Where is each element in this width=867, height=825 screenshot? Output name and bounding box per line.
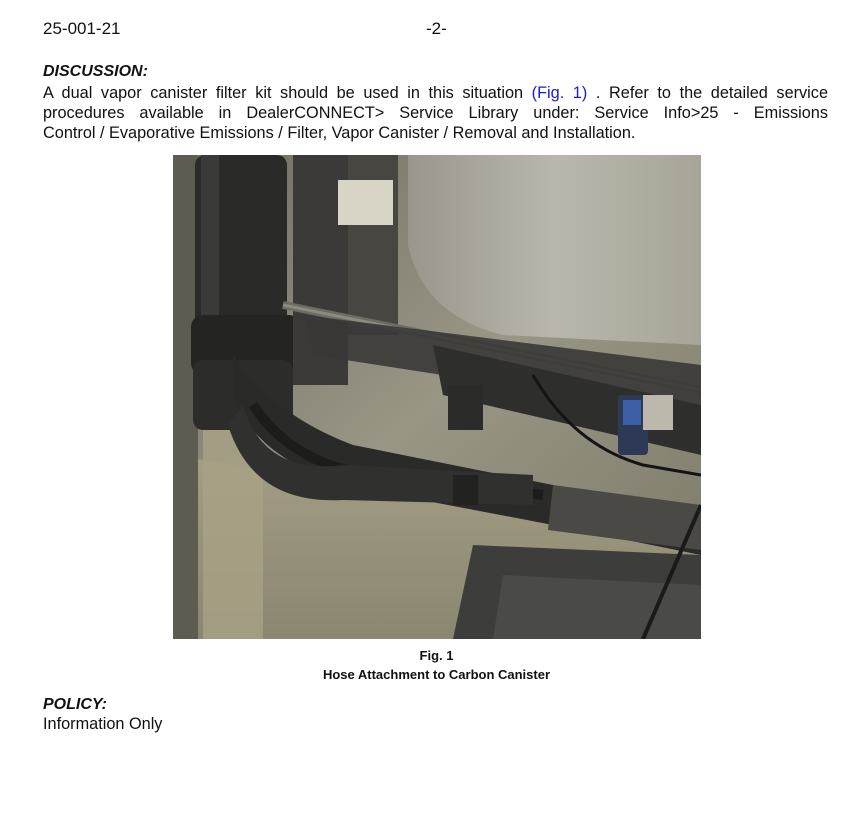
figure-reference-link[interactable]: (Fig. 1) — [531, 84, 588, 102]
policy-text: Information Only — [43, 715, 163, 733]
discussion-text-1b: . Refer to the detailed service — [587, 84, 828, 102]
page-number: -2- — [426, 19, 447, 38]
figure-caption: Hose Attachment to Carbon Canister — [322, 667, 551, 682]
discussion-line-2: procedures available in DealerCONNECT> Service Library under: Service Info>25 - Emissions — [43, 104, 828, 122]
discussion-paragraph — [43, 83, 828, 143]
discussion-line-1 — [43, 83, 828, 103]
discussion-line-3: Control / Evaporative Emissions / Filter, Vapor Canister / Removal and Installation. — [43, 124, 636, 142]
discussion-heading: DISCUSSION: — [43, 63, 148, 80]
figure-number: Fig. 1 — [419, 648, 454, 663]
figure-photo — [173, 155, 701, 639]
policy-heading: POLICY: — [43, 696, 108, 713]
document-number: 25-001-21 — [43, 19, 121, 38]
discussion-text-1a: A dual vapor canister filter kit should be used in this situation — [43, 84, 532, 102]
